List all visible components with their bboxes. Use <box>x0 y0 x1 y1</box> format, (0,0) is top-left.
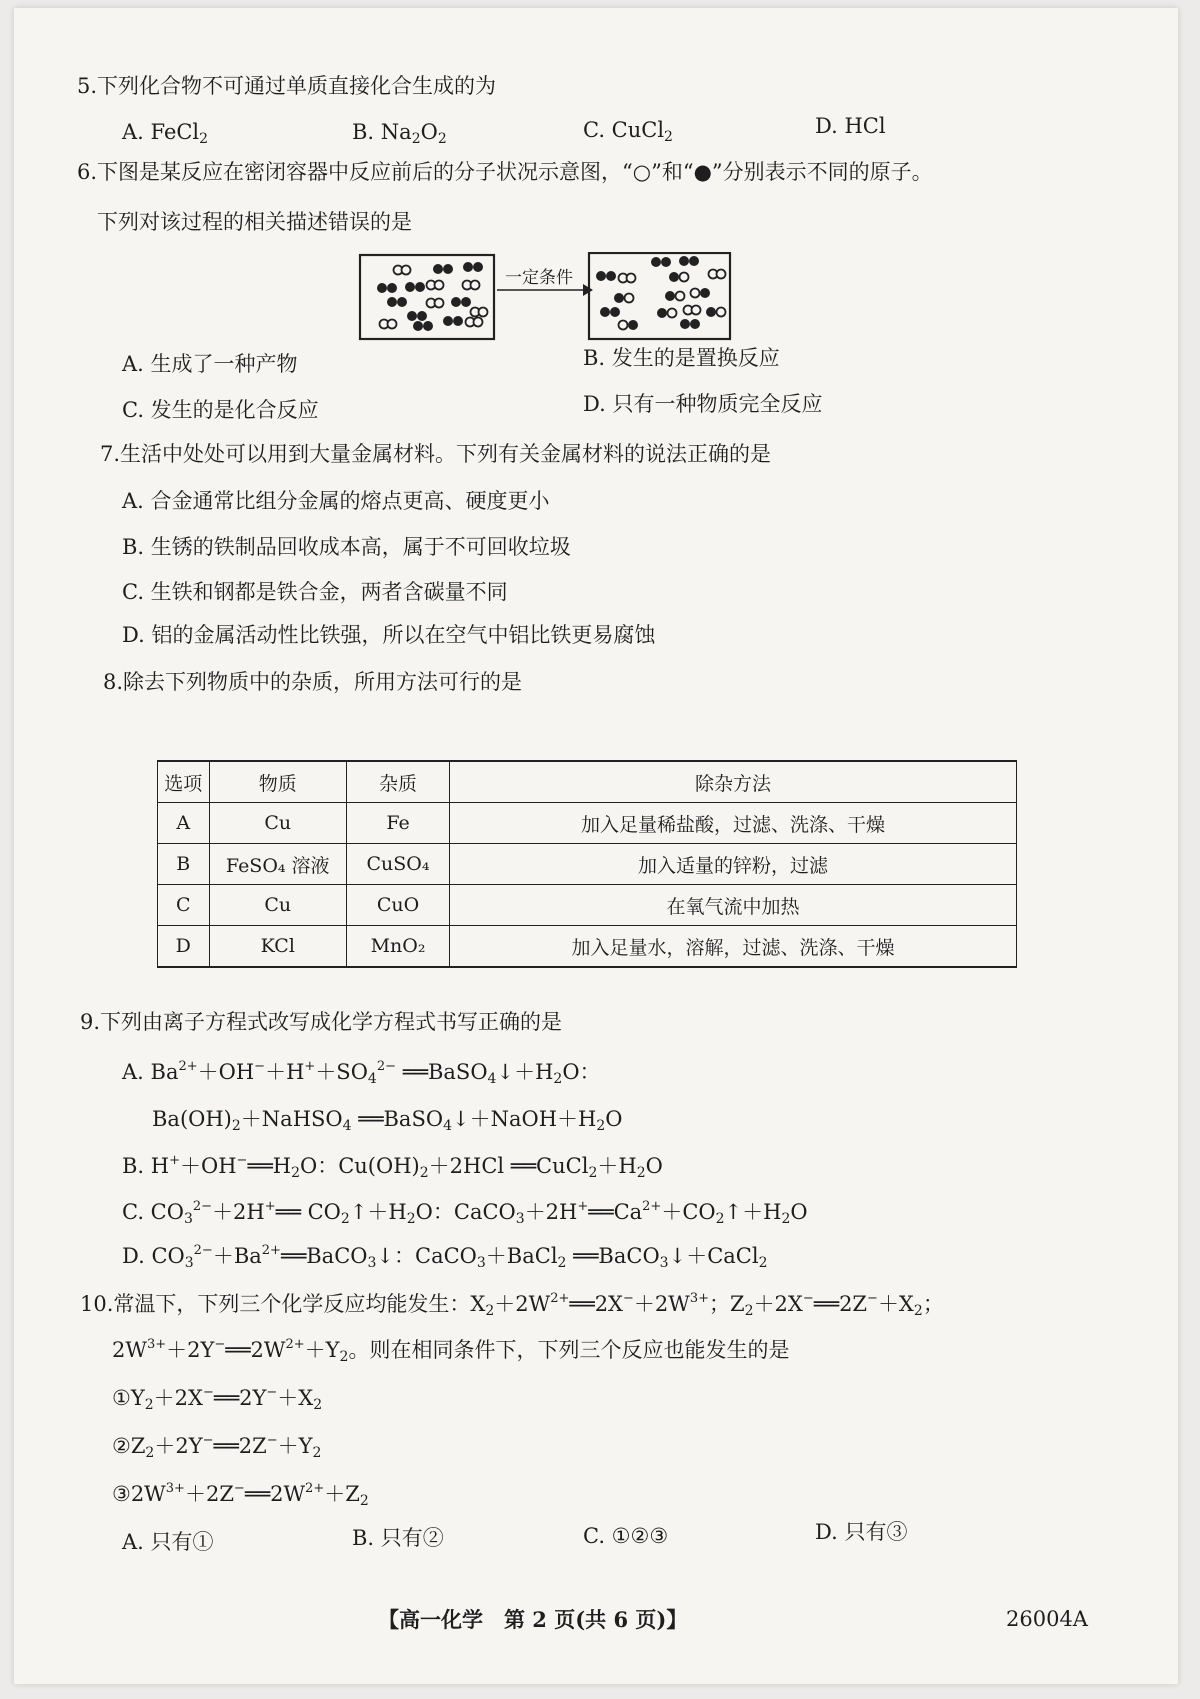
table-header-row <box>158 761 1017 803</box>
q6-option-a: A. 生成了一种产物 <box>122 352 298 376</box>
q7-stem: 7.生活中处处可以用到大量金属材料。下列有关金属材料的说法正确的是 <box>100 442 772 466</box>
table-cell: D <box>158 926 210 968</box>
after-molecules <box>596 256 726 330</box>
table-cell: B <box>158 844 210 885</box>
table-cell: 加入适量的锌粉，过滤 <box>450 844 1017 885</box>
header-cell: 选项 <box>158 761 210 803</box>
header-cell: 杂质 <box>346 761 449 803</box>
header-cell: 物质 <box>209 761 346 803</box>
q8-stem: 8.除去下列物质中的杂质，所用方法可行的是 <box>103 670 523 694</box>
molecule-diagram <box>355 252 735 344</box>
q10-reaction-3: $③2W^{3+}+2Z^-══2W^{2+}+Z_2$ <box>112 1481 369 1509</box>
table-row <box>158 803 1017 844</box>
q5-option-a: A. FeCl$_2$ <box>122 120 209 147</box>
table-cell: 在氧气流中加热 <box>450 885 1017 926</box>
table-row <box>158 844 1017 885</box>
q10-reaction-1: $①Y_2+2X^-══2Y^-+X_2$ <box>112 1385 323 1413</box>
q10-option-b: B. 只有② <box>352 1526 444 1550</box>
q9-option-a-ionic: A. $Ba^{2+}+OH^-+H^++SO_4^{2-}$ $══BaSO_4↓+H_2O$： <box>122 1059 601 1087</box>
q7-option-a: A. 合金通常比组分金属的熔点更高、硬度更小 <box>122 489 550 513</box>
table-cell: Cu <box>209 885 346 926</box>
q6-option-b: B. 发生的是置换反应 <box>583 346 780 370</box>
q5-stem: 5.下列化合物不可通过单质直接化合生成的为 <box>77 74 497 98</box>
q10-option-a: A. 只有① <box>122 1530 214 1554</box>
q9-option-c: C. $CO_3^{2-}+2H^+══$ $CO_2↑+H_2O$：$CaCO_3+2H^+══Ca^{2+}+CO_2↑+H_2O$ <box>122 1199 808 1227</box>
table-cell: CuSO₄ <box>346 844 449 885</box>
q9-option-a-molecular: $Ba(OH)_2+NaHSO_4$ $══BaSO_4↓+NaOH+H_2O$ <box>152 1107 623 1134</box>
table-cell: C <box>158 885 210 926</box>
q6-stem-line2: 下列对该过程的相关描述错误的是 <box>97 210 412 234</box>
q6-option-c: C. 发生的是化合反应 <box>122 398 319 422</box>
table-cell: KCl <box>209 926 346 968</box>
q10-stem: 10.常温下，下列三个化学反应均能发生：$X_2+2W^{2+}══2X^-+2W^{3+}$；$Z_2+2X^-══2Z^-+X_2$； <box>80 1291 944 1319</box>
before-molecules <box>377 262 488 331</box>
q10-reaction-2: $②Z_2+2Y^-══2Z^-+Y_2$ <box>112 1433 322 1461</box>
table-cell: 加入足量稀盐酸，过滤、洗涤、干燥 <box>450 803 1017 844</box>
q10-option-d: D. 只有③ <box>815 1520 908 1544</box>
q5-option-c: C. CuCl$_2$ <box>583 118 673 145</box>
q10-option-c: C. ①②③ <box>583 1524 669 1548</box>
q6-option-d: D. 只有一种物质完全反应 <box>583 392 823 416</box>
q8-table <box>157 760 1017 968</box>
q6-stem-line1: 6.下图是某反应在密闭容器中反应前后的分子状况示意图，“○”和“●”分别表示不同的原子。 <box>77 160 933 184</box>
page-footer: 【高一化学 第 2 页(共 6 页)】 <box>378 1607 688 1632</box>
table-row <box>158 926 1017 968</box>
table-cell: A <box>158 803 210 844</box>
table-cell: Cu <box>209 803 346 844</box>
exam-code: 26004A <box>1006 1607 1088 1631</box>
table-cell: 加入足量水，溶解，过滤、洗涤、干燥 <box>450 926 1017 968</box>
table-row <box>158 885 1017 926</box>
table-cell: MnO₂ <box>346 926 449 968</box>
q7-option-d: D. 铝的金属活动性比铁强，所以在空气中铝比铁更易腐蚀 <box>122 623 656 647</box>
table-cell: CuO <box>346 885 449 926</box>
q9-option-d: D. $CO_3^{2-}+Ba^{2+}══BaCO_3↓$：CaCO$_3$＋BaCl$_2$ ══BaCO$_3$↓＋CaCl$_2$ <box>122 1243 768 1271</box>
q10-stem-line2: $2W^{3+}+2Y^-══2W^{2+}+Y_2$。则在相同条件下，下列三个反应也能发生的是 <box>112 1337 790 1365</box>
q5-option-b: B. $Na_2O_2$ <box>352 120 447 147</box>
table-cell: FeSO₄ 溶液 <box>209 844 346 885</box>
q5-option-d: D. HCl <box>815 114 886 138</box>
q9-stem: 9.下列由离子方程式改写成化学方程式书写正确的是 <box>80 1010 563 1034</box>
q7-option-c: C. 生铁和钢都是铁合金，两者含碳量不同 <box>122 580 508 604</box>
q9-option-b: B. $H^++OH^-══H_2O$：$Cu(OH)_2+2HCl$ $══CuCl_2+H_2O$ <box>122 1153 663 1181</box>
arrow-label: 一定条件 <box>505 268 573 287</box>
header-cell: 除杂方法 <box>450 761 1017 803</box>
table-cell: Fe <box>346 803 449 844</box>
q7-option-b: B. 生锈的铁制品回收成本高，属于不可回收垃圾 <box>122 535 571 559</box>
